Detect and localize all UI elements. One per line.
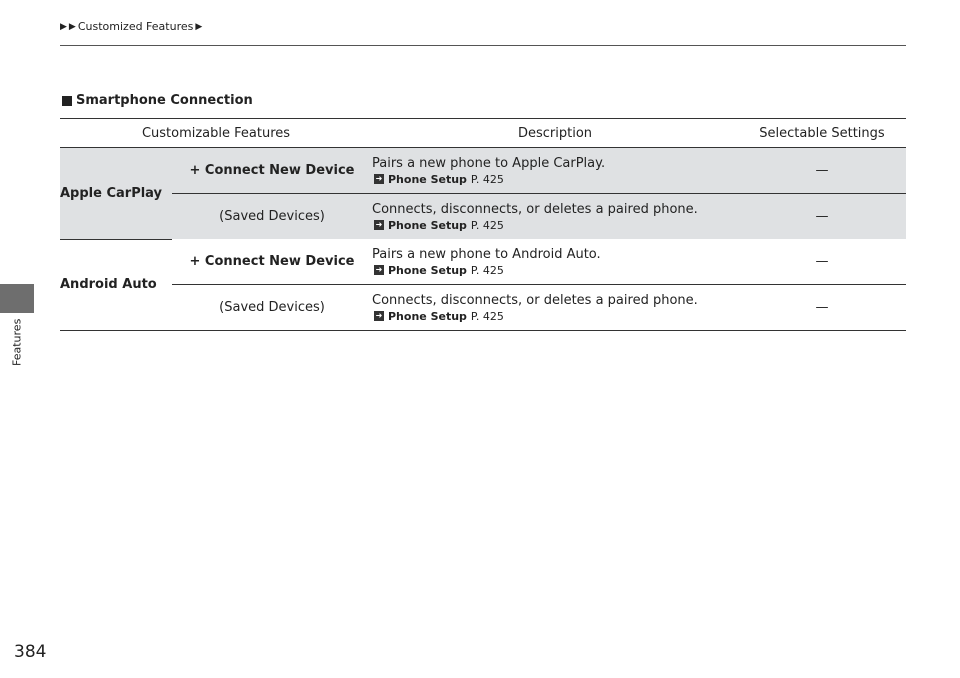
setting-cell: — — [738, 239, 906, 285]
table-row — [60, 239, 906, 285]
description-text: Connects, disconnects, or deletes a paired phone. — [372, 201, 698, 217]
description-cell — [372, 194, 738, 240]
description-text: Connects, disconnects, or deletes a paired phone. — [372, 292, 698, 308]
description-text: Pairs a new phone to Android Auto. — [372, 246, 601, 262]
page-reference[interactable] — [372, 173, 738, 186]
setting-cell: — — [738, 148, 906, 194]
header-description: Description — [372, 119, 738, 148]
header-customizable-features: Customizable Features — [60, 119, 372, 148]
page-number: 384 — [14, 642, 47, 662]
setting-cell: — — [738, 194, 906, 240]
item-label: + Connect New Device — [172, 239, 372, 285]
description-text: Pairs a new phone to Apple CarPlay. — [372, 155, 606, 171]
table-row — [60, 285, 906, 331]
triangle-right-icon: ▶ — [195, 21, 203, 32]
section-tab — [0, 284, 34, 313]
page-reference[interactable] — [372, 310, 738, 323]
reference-arrow-icon: ➜ — [375, 174, 383, 183]
reference-title: Phone Setup — [388, 263, 467, 277]
breadcrumb-item[interactable]: Customized Features — [77, 20, 194, 33]
reference-page: P. 425 — [470, 263, 504, 277]
triangle-right-icon: ▶ — [68, 21, 76, 32]
side-section-label: Features — [10, 318, 24, 366]
reference-arrow-icon: ➜ — [375, 311, 383, 320]
table-row — [60, 194, 906, 240]
item-label: (Saved Devices) — [172, 194, 372, 240]
reference-title: Phone Setup — [388, 172, 467, 186]
description-cell — [372, 285, 738, 331]
reference-arrow-icon: ➜ — [375, 220, 383, 229]
header-rule — [60, 45, 906, 46]
setting-cell: — — [738, 285, 906, 331]
section-heading — [62, 93, 253, 108]
header-selectable-settings: Selectable Settings — [738, 119, 906, 148]
item-label: (Saved Devices) — [172, 285, 372, 331]
group-android-auto: Android Auto — [60, 239, 172, 331]
table-row — [60, 148, 906, 194]
table-header-row — [60, 119, 906, 148]
breadcrumb — [60, 20, 202, 33]
reference-page: P. 425 — [470, 218, 504, 232]
reference-title: Phone Setup — [388, 218, 467, 232]
reference-title: Phone Setup — [388, 309, 467, 323]
reference-arrow-icon: ➜ — [375, 265, 383, 274]
page-reference[interactable] — [372, 219, 738, 232]
section-title: Smartphone Connection — [76, 93, 253, 108]
item-label: + Connect New Device — [172, 148, 372, 194]
page-reference[interactable] — [372, 264, 738, 277]
group-apple-carplay: Apple CarPlay — [60, 148, 172, 240]
triangle-right-icon: ▶ — [60, 21, 67, 32]
square-bullet-icon — [62, 96, 72, 106]
reference-page: P. 425 — [470, 309, 504, 323]
description-cell — [372, 239, 738, 285]
features-table — [60, 118, 906, 331]
reference-page: P. 425 — [470, 172, 504, 186]
description-cell — [372, 148, 738, 194]
